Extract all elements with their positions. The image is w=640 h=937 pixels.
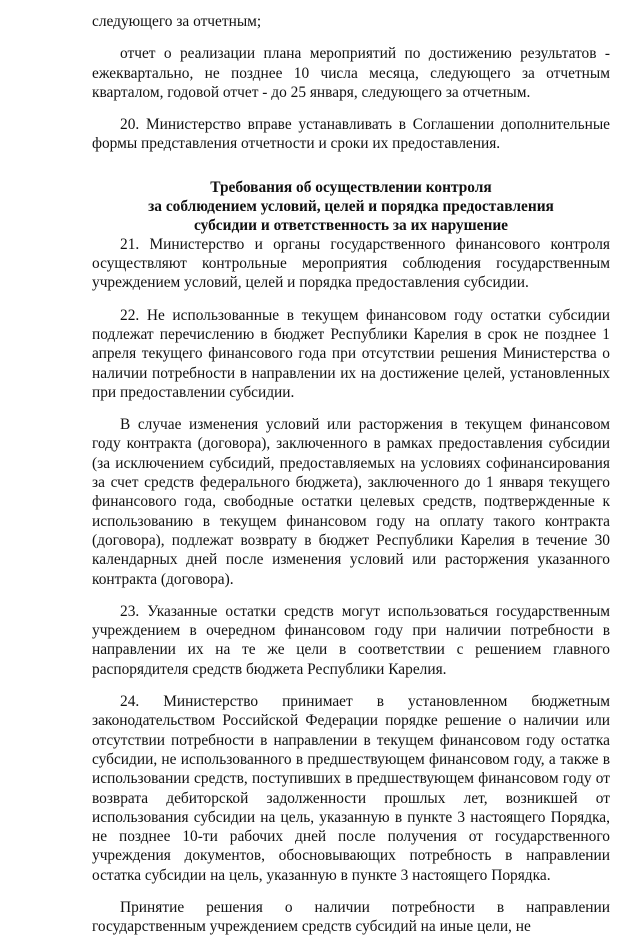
heading-line-3: субсидии и ответственность за их нарушение: [193, 216, 509, 234]
paragraph-21: 21. Министерство и органы государственного финансового контроля осуществляют контрольные мероприятия соблюдения государственным учреждением условий, целей и порядка предоставления субсидии.: [92, 235, 610, 292]
section-heading: [92, 178, 610, 235]
heading-line-1: Требования об осуществлении контроля: [210, 178, 492, 196]
heading-line-2: за соблюдением условий, целей и порядка предоставления: [148, 197, 554, 215]
paragraph-23: 23. Указанные остатки средств могут использоваться государственным учреждением в очередном финансовом году при наличии потребности в направлении их на те же цели в соответствии с решением главного распорядителя средств бюджета Республики Карелия.: [92, 602, 610, 678]
paragraph-22-continued: В случае изменения условий или расторжения в текущем финансовом году контракта (договора), заключенного в рамках предоставления субсидии (за исключением субсидий, предоставляемых на условиях софинансирования за счет средств федерального бюджета), заключенного до 1 января текущего финансового года, свободные остатки целевых средств, подтвержденные к использованию в текущем финансовом году на оплату такого контракта (договора), подлежат возврату в бюджет Республики Карелия в течение 30 календарных дней после изменения условий или расторжения указанного контракта (договора).: [92, 416, 610, 588]
paragraph-22: 22. Не использованные в текущем финансовом году остатки субсидии подлежат перечислению в бюджет Республики Карелия в срок не позднее 1 апреля текущего финансового года при отсутствии решения Министерства о наличии потребности в направлении их на достижение целей, установленных при предоставлении субсидии.: [92, 306, 610, 401]
paragraph-24: 24. Министерство принимает в установленном бюджетным законодательством Российской Федерации порядке решение о наличии или отсутствии потребности в направлении в текущем финансовом году остатка субсидии, не использованного в предшествующем финансовом году, а также в использовании средств, поступивших в предшествующем финансовом году от возврата дебиторской задолженности прошлых лет, возникшей от использования субсидии на цель, указанную в пункте 3 настоящего Порядка, не позднее 10-ти рабочих дней после получения от государственного учреждения документов, обосновывающих потребность в направлении остатка субсидии на цель, указанную в пункте 3 настоящего Порядка.: [92, 693, 610, 884]
paragraph-continuation: следующего за отчетным;: [92, 13, 262, 30]
paragraph-decision: Принятие решения о наличии потребности в направлении государственным учреждением средств субсидий на иные цели, не: [92, 898, 610, 936]
paragraph-20: 20. Министерство вправе устанавливать в Соглашении дополнительные формы представления отчетности и сроки их предоставления.: [92, 116, 610, 153]
document-page: [92, 12, 610, 937]
paragraph-report-schedule: отчет о реализации плана мероприятий по достижению результатов - ежеквартально, не позднее 10 числа месяца, следующего за отчетным кварталом, годовой отчет - до 25 января, следующего за отчетным.: [92, 45, 610, 101]
